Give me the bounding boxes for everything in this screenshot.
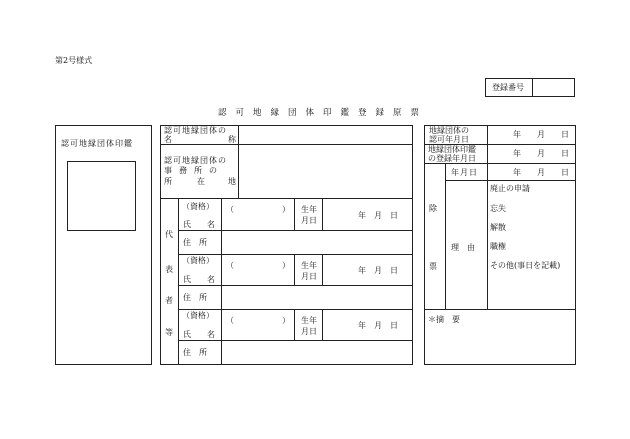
rep2-paren-open: （ xyxy=(226,261,234,270)
removal-char-1: 除 xyxy=(429,204,437,213)
rep3-address-label: 住 所 xyxy=(183,348,207,357)
rep3-qualification: （資格） xyxy=(182,311,214,320)
rep2-name-label: 氏 名 xyxy=(183,275,215,284)
reason-item-3: 解散 xyxy=(490,223,506,232)
reason-item-5: その他(事日を記載) xyxy=(490,261,561,270)
approval-date-value: 年 月 日 xyxy=(513,130,569,139)
reason-label: 理 由 xyxy=(451,243,475,252)
registration-number-label: 登録番号 xyxy=(492,83,524,92)
office-label-3a: 所 xyxy=(164,177,172,186)
seal-reg-date-value: 年 月 日 xyxy=(513,149,569,158)
rep2-address-label: 住 所 xyxy=(183,293,207,302)
reason-item-2: 忘失 xyxy=(490,204,506,213)
form-number: 第2号様式 xyxy=(55,56,93,65)
rep2-qualification: （資格） xyxy=(182,256,214,265)
seal-reg-date-label-2: の登録年月日 xyxy=(428,154,476,163)
reason-item-4: 職権 xyxy=(490,242,506,251)
seal-impression-box xyxy=(67,161,136,231)
office-label-3b: 在 xyxy=(197,177,205,186)
rep-char-2: 表 xyxy=(165,265,173,274)
org-name-label-2b: 称 xyxy=(228,135,236,144)
approval-date-label-1: 地縁団体の xyxy=(429,126,469,135)
rep2-birth-date: 年 月 日 xyxy=(358,266,398,275)
rep-char-3: 者 xyxy=(165,296,173,305)
rep1-address-label: 住 所 xyxy=(183,238,207,247)
rep1-paren-close: ） xyxy=(282,205,290,214)
rep3-paren-close: ） xyxy=(282,316,290,325)
remarks-label: ＊摘 要 xyxy=(428,315,460,324)
rep3-paren-open: （ xyxy=(226,316,234,325)
rep1-birth-label-2: 月日 xyxy=(301,216,317,225)
rep3-name-label: 氏 名 xyxy=(183,330,215,339)
rep-char-4: 等 xyxy=(165,328,173,337)
office-label-3c: 地 xyxy=(228,177,236,186)
org-name-label-1: 認可地縁団体の xyxy=(164,126,227,135)
rep1-name-label: 氏 名 xyxy=(183,220,215,229)
page-title: 認可地縁団体印鑑登録原票 xyxy=(218,108,429,118)
rep2-paren-close: ） xyxy=(282,261,290,270)
rep3-birth-label-2: 月日 xyxy=(301,327,317,336)
reason-item-1: 廃止の申請 xyxy=(490,184,530,193)
seal-panel-label: 認可地縁団体印鑑 xyxy=(61,139,133,148)
approval-date-label-2: 認可年月日 xyxy=(429,135,469,144)
rep1-paren-open: （ xyxy=(226,205,234,214)
rep2-birth-label-1: 生年 xyxy=(301,261,317,270)
rep1-qualification: （資格） xyxy=(182,202,214,211)
rep-char-1: 代 xyxy=(165,230,173,239)
rep1-birth-label-1: 生年 xyxy=(301,205,317,214)
office-label-1: 認可地縁団体の xyxy=(164,156,227,165)
removal-ymd-label: 年月日 xyxy=(451,168,478,177)
rep3-birth-label-1: 生年 xyxy=(301,316,317,325)
rep1-birth-date: 年 月 日 xyxy=(358,211,398,220)
removal-date-value: 年 月 日 xyxy=(513,168,569,177)
rep3-birth-date: 年 月 日 xyxy=(358,321,398,330)
org-name-label-2a: 名 xyxy=(164,135,172,144)
seal-reg-date-label-1: 地縁団体印鑑 xyxy=(428,145,476,154)
office-label-2: 事務所の xyxy=(164,166,224,175)
rep2-birth-label-2: 月日 xyxy=(301,272,317,281)
removal-char-2: 票 xyxy=(429,262,437,271)
